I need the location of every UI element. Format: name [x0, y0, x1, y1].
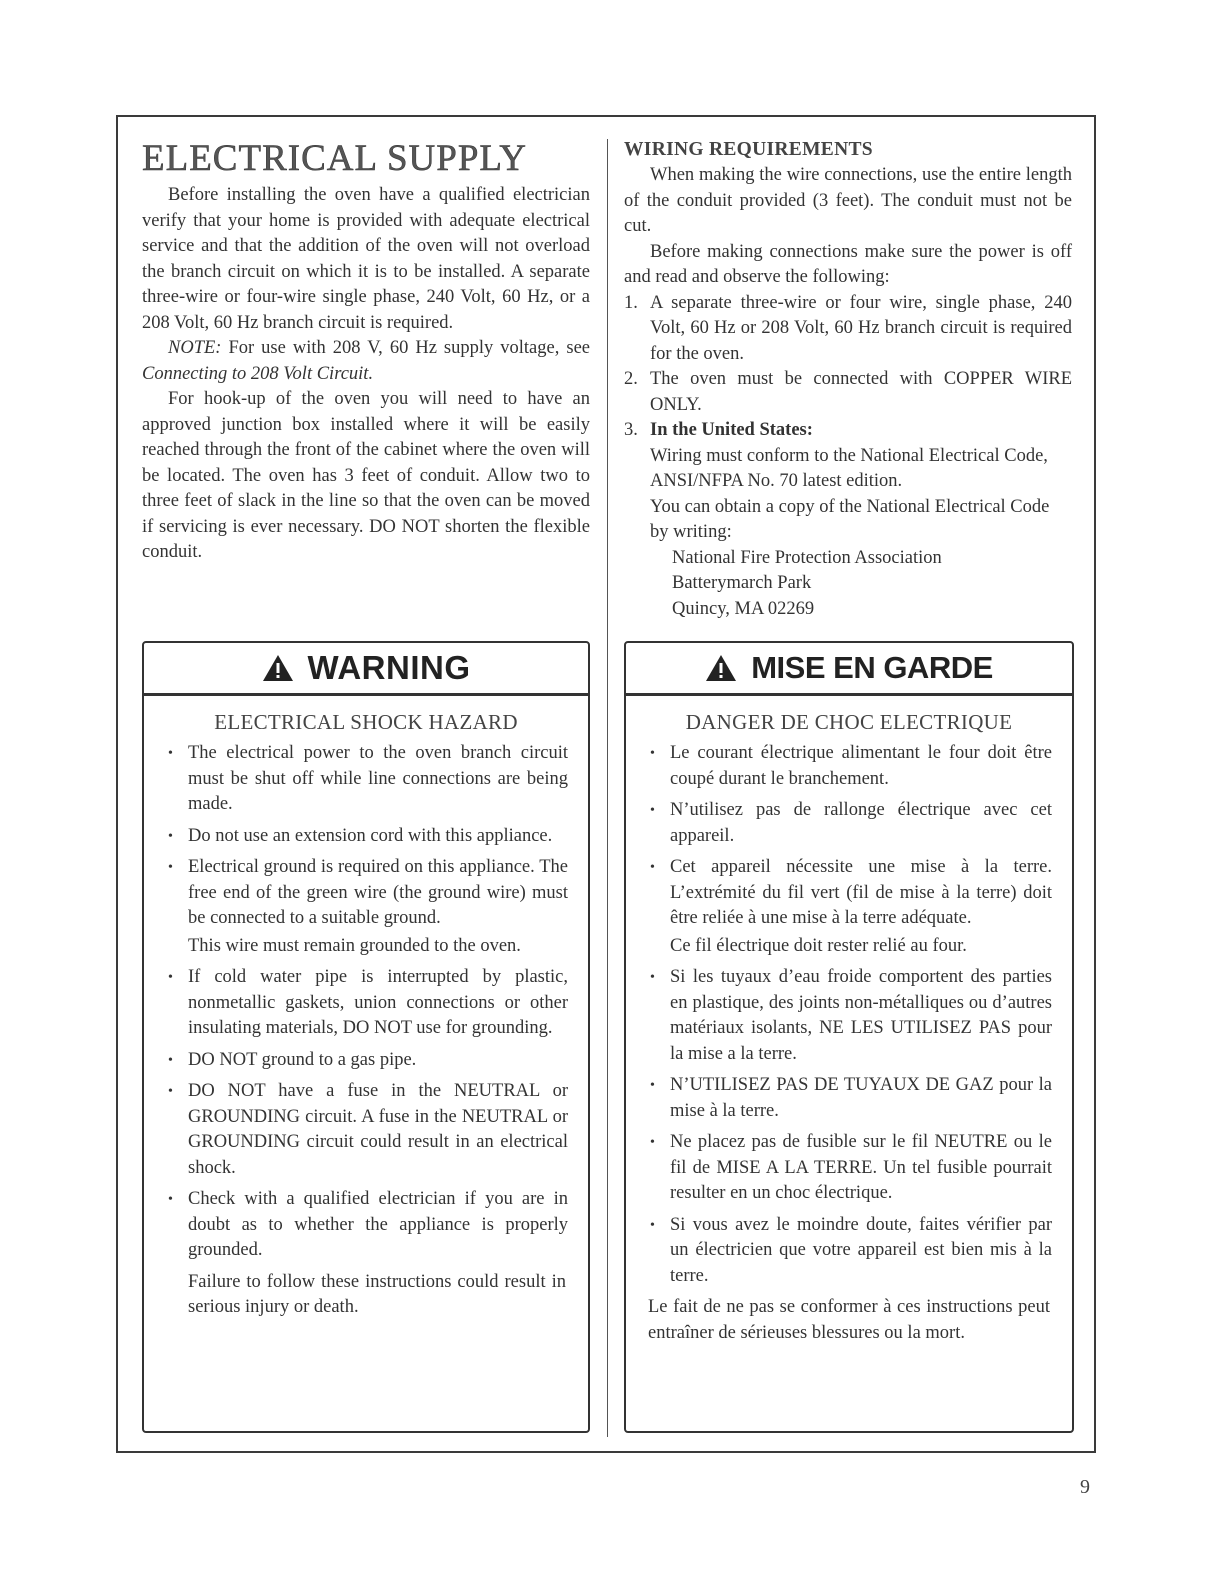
warning-title: WARNING	[307, 649, 471, 686]
item-extra: This wire must remain grounded to the oven.	[188, 935, 521, 956]
address-line: Batterymarch Park	[672, 573, 812, 593]
section-title: ELECTRICAL SUPPLY	[142, 138, 528, 179]
wiring-heading: WIRING REQUIREMENTS	[624, 139, 873, 160]
warning-triangle-icon	[262, 654, 294, 682]
mise-en-garde-closing: Le fait de ne pas se conformer à ces instructions peut entraîner de sérieuses blessures ou la mort.	[648, 1297, 1050, 1343]
mise-en-garde-list	[626, 741, 1072, 1289]
mise-en-garde-box	[624, 641, 1074, 1433]
note-text: For use with 208 V, 60 Hz supply voltage, see	[221, 338, 590, 358]
list-item	[624, 367, 1072, 418]
warning-list	[144, 741, 588, 1264]
item-text: Electrical ground is required on this appliance. The free end of the green wire (the ground wire) must be connected to a suitable ground.	[188, 857, 568, 928]
list-item: • If cold water pipe is interrupted by plastic, nonmetallic gaskets, union connections or other insulating materials, DO NOT use for grounding.	[166, 965, 568, 1042]
list-item	[624, 291, 1072, 368]
list-item: • Le courant électrique alimentant le four doit être coupé durant le branchement.	[648, 741, 1052, 792]
list-item: • DO NOT ground to a gas pipe.	[166, 1048, 568, 1074]
list-item	[166, 855, 568, 959]
list-item: • Ne placez pas de fusible sur le fil NEUTRE ou le fil de MISE A LA TERRE. Un tel fusible pourrait resulter en un choc électrique.	[648, 1130, 1052, 1207]
note-paragraph	[142, 336, 590, 387]
hazard-title: DANGER DE CHOC ELECTRIQUE	[685, 710, 1013, 734]
item-number: 3.	[624, 420, 638, 440]
list-item: • N’utilisez pas de rallonge électrique avec cet appareil.	[648, 798, 1052, 849]
item-text: The oven must be connected with COPPER WIRE ONLY.	[650, 369, 1072, 415]
address-line: National Fire Protection Association	[672, 547, 942, 568]
item-text: Cet appareil nécessite une mise à la terre. L’extrémité du fil vert (fil de mise à la terre) doit être reliée à une mise à la terre adéquate.	[670, 857, 1052, 928]
page-number: 9	[1080, 1476, 1090, 1498]
list-item	[624, 418, 1072, 444]
list-item: • Si les tuyaux d’eau froide comportent des parties en plastique, des joints non-métalliques ou d’autres matériaux isolants, NE LES UTILISEZ PAS pour la mise a la terre.	[648, 965, 1052, 1067]
list-item: • N’UTILISEZ PAS DE TUYAUX DE GAZ pour la mise à la terre.	[648, 1073, 1052, 1124]
paragraph: For hook-up of the oven you will need to have an approved junction box installed where it will be easily reached through the front of the cabinet where the oven will be located. The oven has 3 feet of conduit. Allow two to three feet of slack in the line so that the oven can be moved if servicing is ever necessary. DO NOT shorten the flexible conduit.	[142, 389, 590, 562]
column-divider	[607, 139, 608, 1437]
paragraph: Before making connections make sure the power is off and read and observe the following:	[624, 241, 1072, 287]
item-number: 1.	[624, 292, 638, 313]
electrical-supply-body	[142, 183, 590, 566]
warning-triangle-icon	[705, 654, 737, 682]
note-reference: Connecting to 208 Volt Circuit.	[142, 363, 374, 384]
requirements-list	[624, 291, 1072, 444]
paragraph: Wiring must conform to the National Electrical Code, ANSI/NFPA No. 70 latest edition.	[650, 445, 1048, 491]
item-text: In the United States:	[650, 420, 813, 440]
list-item: • The electrical power to the oven branch circuit must be shut off while line connections are being made.	[166, 741, 568, 818]
warning-closing: Failure to follow these instructions could result in serious injury or death.	[188, 1271, 566, 1317]
list-item: • Check with a qualified electrician if you are in doubt as to whether the appliance is properly grounded.	[166, 1187, 568, 1264]
mise-en-garde-header	[626, 643, 1072, 696]
paragraph: You can obtain a copy of the National Electrical Code by writing:	[650, 496, 1050, 542]
paragraph: Before installing the oven have a qualified electrician verify that your home is provided with adequate electrical service and that the addition of the oven will not overload the branch circuit on which it is to be installed. A separate three-wire or four-wire single phase, 240 Volt, 60 Hz, or a 208 Volt, 60 Hz branch circuit is required.	[142, 185, 590, 333]
warning-box	[142, 641, 590, 1433]
wiring-requirements	[624, 137, 1072, 622]
item-number: 2.	[624, 369, 638, 389]
hazard-title: ELECTRICAL SHOCK HAZARD	[214, 710, 518, 734]
mise-en-garde-title: MISE EN GARDE	[751, 650, 993, 685]
item-extra: Ce fil électrique doit rester relié au four.	[670, 935, 967, 956]
paragraph: When making the wire connections, use the entire length of the conduit provided (3 feet). The conduit must not be cut.	[624, 165, 1072, 236]
page-frame	[116, 115, 1096, 1453]
address-line: Quincy, MA 02269	[672, 598, 815, 619]
list-item: • Si vous avez le moindre doute, faites vérifier par un électricien que votre appareil est bien mis à la terre.	[648, 1213, 1052, 1290]
list-item: • Do not use an extension cord with this appliance.	[166, 824, 568, 850]
warning-header	[144, 643, 588, 696]
list-item	[648, 855, 1052, 959]
item-text: A separate three-wire or four wire, single phase, 240 Volt, 60 Hz or 208 Volt, 60 Hz branch circuit is required for the oven.	[650, 292, 1072, 364]
list-item: • DO NOT have a fuse in the NEUTRAL or GROUNDING circuit. A fuse in the NEUTRAL or GROUNDING circuit could result in an electrical shock.	[166, 1079, 568, 1181]
note-label: NOTE:	[168, 338, 222, 358]
